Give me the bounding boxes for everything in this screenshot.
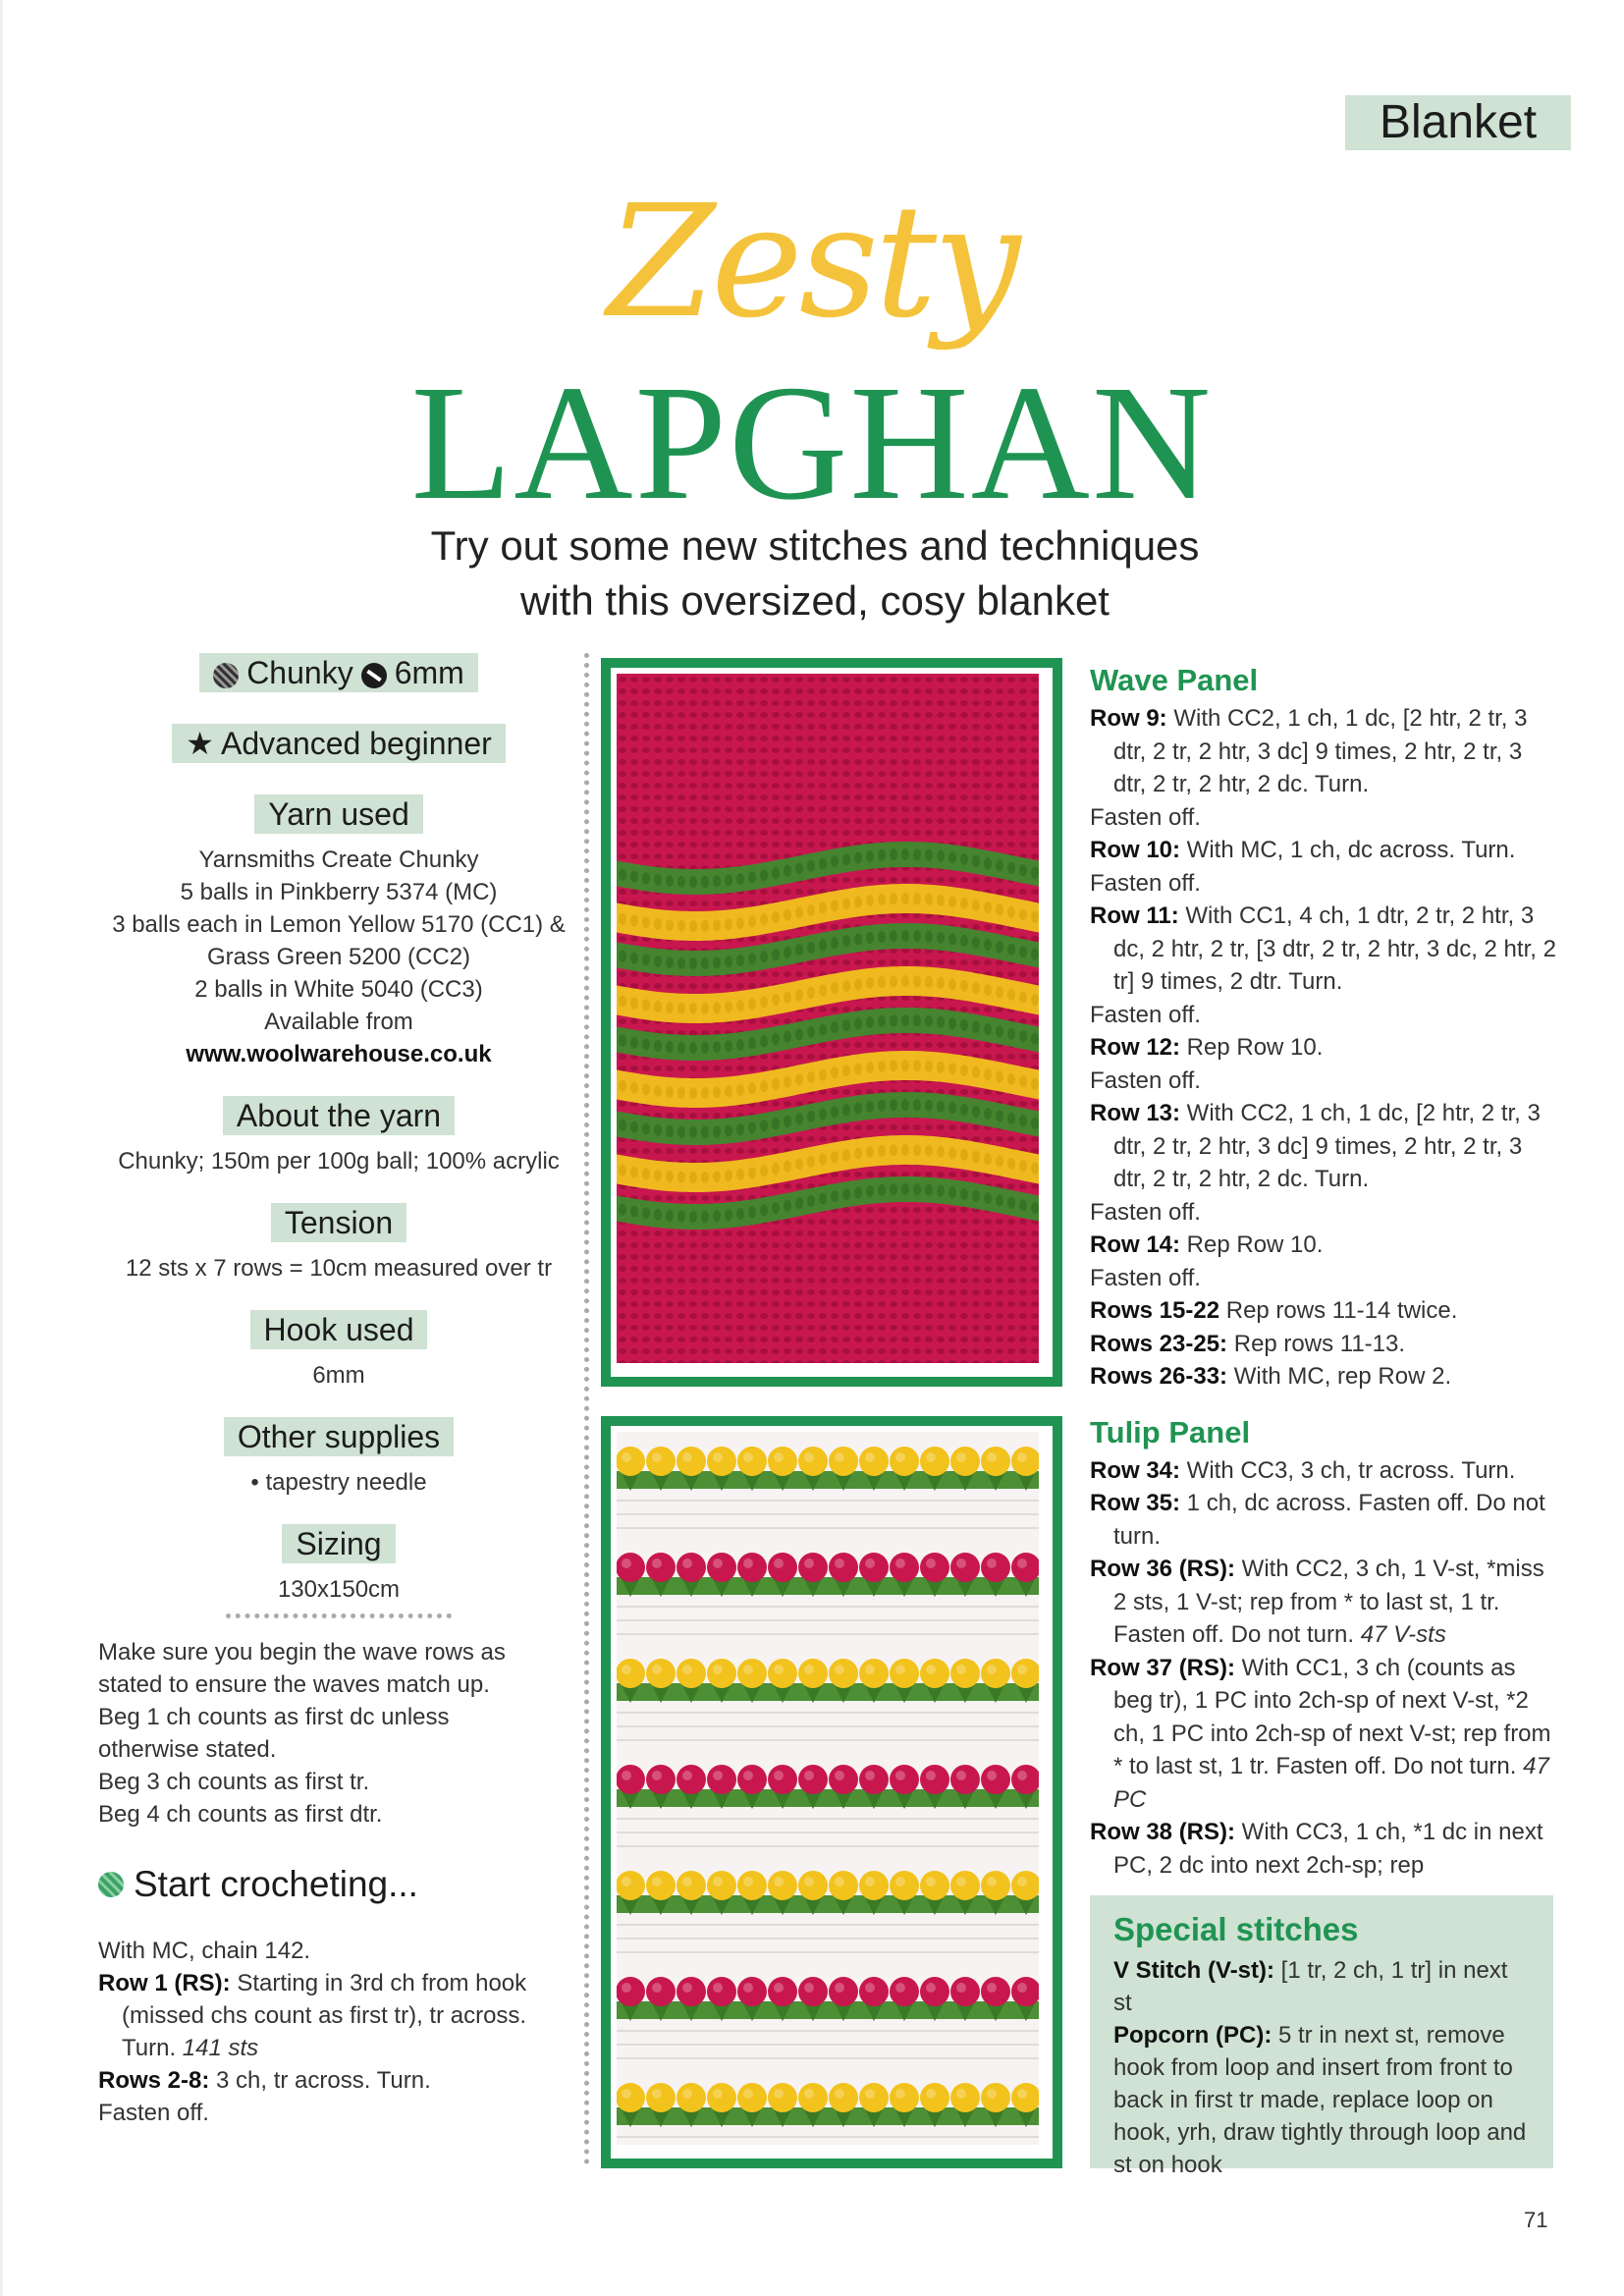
row-instruction: Rows 2-8: 3 ch, tr across. Turn.	[98, 2067, 431, 2094]
wave-crochet-image	[617, 674, 1039, 1363]
subtitle-line: with this oversized, cosy blanket	[520, 577, 1110, 624]
hook-block	[98, 1310, 579, 1392]
start-heading-text: Start crocheting...	[134, 1864, 418, 1904]
note-line: Beg 3 ch counts as first tr.	[98, 1769, 370, 1795]
special-stitch: V Stitch (V-st): [1 tr, 2 ch, 1 tr] in next st	[1113, 1957, 1508, 2016]
tulip-panel-heading: Tulip Panel	[1090, 1414, 1251, 1449]
tulip-rows	[1090, 1454, 1561, 1883]
tulip-panel-photo	[601, 1416, 1062, 2168]
row-instruction: Fasten off.	[1090, 803, 1201, 831]
note-line: stated to ensure the waves match up.	[98, 1671, 490, 1698]
yarn-line: Yarnsmiths Create Chunky	[198, 847, 479, 873]
row-instruction: Rows 23-25: Rep rows 11-13.	[1090, 1330, 1406, 1357]
wave-panel-photo	[601, 658, 1062, 1387]
weight-label: Chunky	[246, 655, 353, 690]
yarn-line: Available from	[264, 1009, 413, 1035]
row-instruction: Fasten off.	[1090, 869, 1201, 897]
special-stitch: Popcorn (PC): 5 tr in next st, remove hook from loop and insert from front to back in first tr made, replace loop on hook, yrh, draw tightly through loop and st on hook	[1113, 2022, 1527, 2178]
row-instruction: Rows 26-33: With MC, rep Row 2.	[1090, 1363, 1452, 1390]
row-instruction: Row 1 (RS): Starting in 3rd ch from hook (missed chs count as first tr), tr across. Turn. 141 sts	[98, 1970, 527, 2061]
yarn-used-heading: Yarn used	[254, 794, 423, 834]
yarn-ball-icon	[213, 663, 239, 688]
other-supplies-heading: Other supplies	[224, 1417, 454, 1456]
title-script: Zesty	[607, 172, 1017, 353]
row-instruction: Fasten off.	[1090, 1001, 1201, 1028]
row-instruction: Row 13: With CC2, 1 ch, 1 dc, [2 htr, 2 tr, 3 dtr, 2 tr, 2 htr, 3 dc] 9 times, 2 htr, 2 tr, 3 dtr, 2 tr, 2 htr, 2 dc. Turn.	[1090, 1100, 1541, 1192]
page-number: 71	[1524, 2208, 1548, 2232]
hook-heading: Hook used	[250, 1310, 428, 1349]
about-yarn-text: Chunky; 150m per 100g ball; 100% acrylic	[118, 1148, 560, 1175]
supplier-link[interactable]: www.woolwarehouse.co.uk	[186, 1041, 492, 1067]
other-supplies-block	[98, 1417, 579, 1499]
dotted-divider	[226, 1613, 452, 1618]
tension-heading: Tension	[271, 1203, 406, 1242]
yarn-line: 2 balls in White 5040 (CC3)	[194, 976, 483, 1003]
yarn-line: 5 balls in Pinkberry 5374 (MC)	[180, 879, 498, 905]
sizing-text: 130x150cm	[277, 1576, 401, 1603]
row-instruction: Row 35: 1 ch, dc across. Fasten off. Do not turn.	[1090, 1490, 1545, 1550]
yarn-ball-icon	[98, 1872, 124, 1897]
wave-panel-heading: Wave Panel	[1090, 663, 1259, 697]
tension-block	[98, 1203, 579, 1285]
yarn-used-block	[98, 794, 579, 1070]
page-title: LAPGHAN	[410, 352, 1214, 534]
fasten-off: Fasten off.	[98, 2100, 209, 2126]
star-icon: ★	[186, 726, 222, 761]
left-column	[98, 653, 579, 2129]
note-line: Beg 1 ch counts as first dc unless	[98, 1704, 450, 1730]
hook-icon	[361, 663, 387, 688]
start-heading	[98, 1864, 579, 1905]
row-instruction: Fasten off.	[1090, 1066, 1201, 1094]
row-instruction: Row 10: With MC, 1 ch, dc across. Turn.	[1090, 837, 1516, 863]
column-divider	[584, 653, 589, 2165]
level-row	[98, 724, 579, 763]
row-instruction: Row 11: With CC1, 4 ch, 1 dtr, 2 tr, 2 htr, 3 dc, 2 htr, 2 tr, [3 dtr, 2 tr, 2 htr, 3 dc, 2 htr, 2 tr] 9 times, 2 dtr. Turn.	[1090, 902, 1556, 995]
row-instruction: Row 9: With CC2, 1 ch, 1 dc, [2 htr, 2 tr, 3 dtr, 2 tr, 2 htr, 3 dc] 9 times, 2 htr, 2 tr, 3 dtr, 2 tr, 2 htr, 2 dc. Turn.	[1090, 705, 1528, 797]
hook-size-label: 6mm	[394, 655, 464, 690]
yarn-line: Grass Green 5200 (CC2)	[206, 944, 471, 970]
level-badge	[172, 724, 506, 763]
notes	[98, 1636, 579, 1831]
special-stitches-heading: Special stitches	[1113, 1911, 1359, 1947]
hook-text: 6mm	[312, 1362, 365, 1389]
about-yarn-block	[98, 1096, 579, 1177]
note-line: otherwise stated.	[98, 1736, 277, 1763]
about-yarn-heading: About the yarn	[223, 1096, 455, 1135]
wave-rows	[1090, 702, 1561, 1394]
row-instruction: Row 37 (RS): With CC1, 3 ch (counts as beg tr), 1 PC into 2ch-sp of next V-st, *2 ch, 1 PC into 2ch-sp of next V-st; rep from * to last st, 1 tr. Fasten off. Do not turn. 47 PC	[1090, 1654, 1551, 1813]
start-intro: With MC, chain 142.	[98, 1938, 311, 1964]
weight-hook-row	[98, 653, 579, 692]
subtitle	[324, 519, 1306, 629]
row-instruction: Row 12: Rep Row 10.	[1090, 1034, 1324, 1061]
row-instruction: Rows 15-22 Rep rows 11-14 twice.	[1090, 1297, 1458, 1324]
subtitle-line: Try out some new stitches and techniques	[430, 522, 1200, 569]
special-stitches-box	[1090, 1895, 1553, 2178]
row-instruction: Fasten off.	[1090, 1198, 1201, 1226]
right-column	[1090, 663, 1561, 1882]
tension-text: 12 sts x 7 rows = 10cm measured over tr	[125, 1255, 553, 1282]
note-line: Beg 4 ch counts as first dtr.	[98, 1801, 383, 1828]
yarn-line: 3 balls each in Lemon Yellow 5170 (CC1) &	[112, 911, 566, 938]
section-tag: Blanket	[1345, 95, 1571, 150]
sizing-block	[98, 1524, 579, 1606]
row-instruction: Fasten off.	[1090, 1264, 1201, 1291]
sizing-heading: Sizing	[282, 1524, 395, 1563]
other-supplies-text: • tapestry needle	[250, 1469, 427, 1496]
row-instruction: Row 38 (RS): With CC3, 1 ch, *1 dc in next PC, 2 dc into next 2ch-sp; rep	[1090, 1819, 1543, 1879]
weight-badge	[199, 653, 478, 692]
row-instruction: Row 36 (RS): With CC2, 3 ch, 1 V-st, *miss 2 sts, 1 V-st; rep from * to last st, 1 tr. Fasten off. Do not turn. 47 V-sts	[1090, 1556, 1544, 1648]
row-instruction: Row 34: With CC3, 3 ch, tr across. Turn.	[1090, 1456, 1516, 1484]
tulip-crochet-image	[617, 1432, 1039, 2145]
level-label: Advanced beginner	[221, 726, 492, 761]
note-line: Make sure you begin the wave rows as	[98, 1639, 506, 1666]
row-instruction: Row 14: Rep Row 10.	[1090, 1231, 1324, 1258]
